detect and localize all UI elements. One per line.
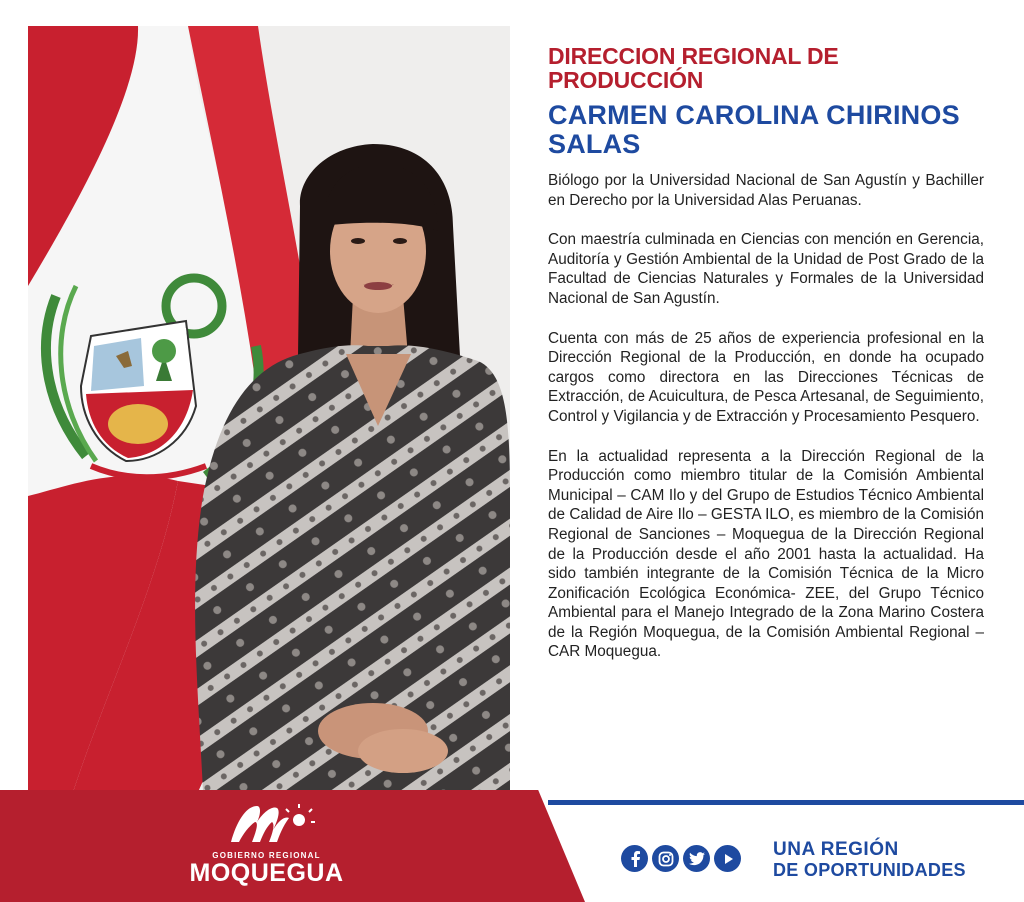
slogan [773, 839, 966, 881]
bio-paragraph-4: En la actualidad representa a la Dirección Regional de la Producción como miembro titular de la Comisión Ambiental Municipal – CAM Ilo y del Grupo de Estudios Técnico Ambiental de Calidad de Aire Ilo – GESTA ILO, es miembro de la Comisión Regional de Sanciones – Moquegua de la Dirección Regional de la Producción desde el año 2001 hasta la actualidad. Ha sido también integrante de la Comisión Técnica de la Micro Zonificación Ecológica Económica- ZEE, del Grupo Técnico Ambiental para el Manejo Integrado de la Zona Marino Costera de la Región Moquegua, de la Comisión Ambiental Regional – CAR Moquegua. [548, 447, 984, 661]
bio-paragraph-3: Cuenta con más de 25 años de experiencia profesional en la Dirección Regional de la Producción, en donde ha ocupado cargos como directora en las Direcciones Técnicas de Extracción, de Acuicultura, de Pesca Artesanal, de Seguimiento, Control y Vigilancia y de Extracción y Procesamiento Pesquero. [548, 329, 984, 425]
youtube-icon[interactable] [714, 845, 741, 872]
social-icons [621, 845, 741, 875]
logo-title: MOQUEGUA [189, 859, 344, 887]
department-title: DIRECCION REGIONAL DE PRODUCCIÓN [548, 43, 839, 93]
slogan-line-2: DE OPORTUNIDADES [773, 860, 966, 880]
moquegua-logo [184, 800, 349, 892]
twitter-icon[interactable] [683, 845, 710, 872]
instagram-icon[interactable] [652, 845, 679, 872]
bio-column [548, 44, 984, 682]
footer-blue-line [548, 800, 1024, 805]
moquegua-logo-icon [217, 800, 317, 844]
facebook-icon[interactable] [621, 845, 648, 872]
slogan-line-1: UNA REGIÓN [773, 839, 899, 860]
bio-paragraph-1: Biólogo por la Universidad Nacional de San Agustín y Bachiller en Derecho por la Universidad Alas Peruanas. [548, 172, 984, 209]
bio-text [548, 171, 984, 662]
person-name: CARMEN CAROLINA CHIRINOS SALAS [548, 100, 960, 159]
portrait-illustration [28, 26, 510, 792]
bio-paragraph-2: Con maestría culminada en Ciencias con mención en Gerencia, Auditoría y Gestión Ambiental de la Unidad de Post Grado de la Facultad de Ciencias Naturales y Formales de la Universidad Nacional de San Agustín. [548, 231, 984, 307]
portrait-photo [28, 26, 510, 792]
logo-subtitle: GOBIERNO REGIONAL [212, 851, 321, 860]
